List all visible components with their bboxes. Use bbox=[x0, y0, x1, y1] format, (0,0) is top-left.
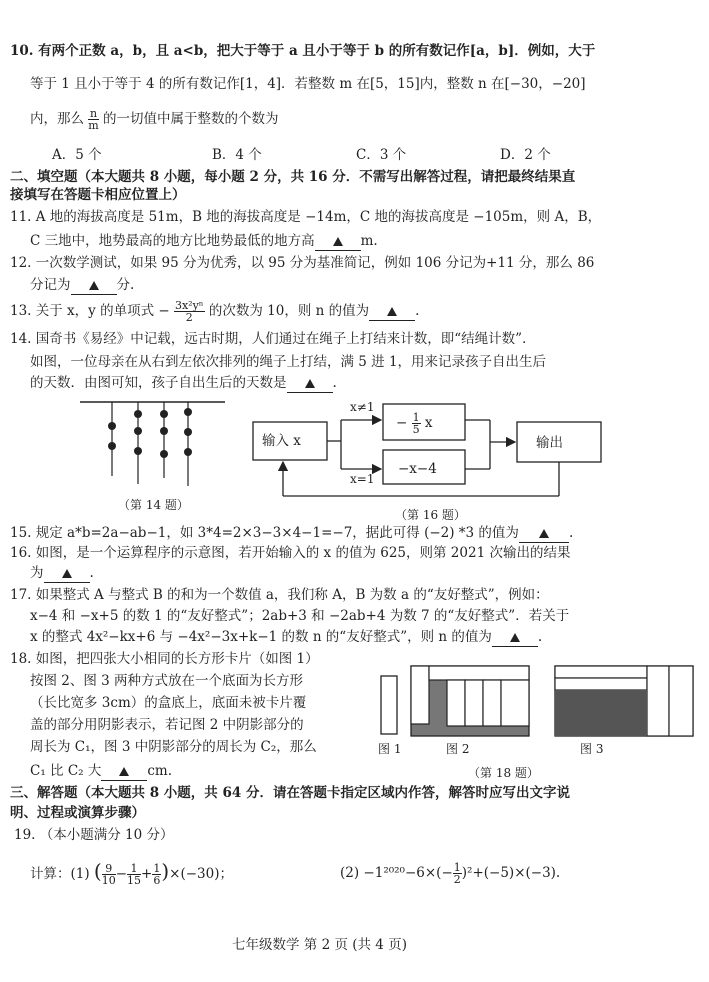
q14-line3: 的天数．由图可知，孩子自出生后的天数是 . bbox=[30, 375, 337, 391]
q18-line2: 按图 2、图 3 两种方式放在一个底面为长方形 bbox=[30, 673, 304, 689]
q10-option-a: A．5 个 bbox=[52, 147, 102, 163]
q13-fraction: $\frac{\text{3x²yⁿ}}{2}$ bbox=[174, 299, 204, 324]
triangle-icon bbox=[119, 767, 129, 776]
q18-line6: C₁ 比 C₂ 大 cm. bbox=[30, 763, 173, 779]
fig14-caption: （第 14 题） bbox=[118, 498, 189, 512]
q11-line1: 11. A 地的海拔高度是 51m，B 地的海拔高度是 −14m，C 地的海拔高度是 −105m，则 A，B， bbox=[10, 209, 602, 225]
q14-line1: 14. 国奇书《易经》中记载，远古时期，人们通过在绳子上打结来计数，即“结绳计数”． bbox=[10, 331, 536, 347]
triangle-icon bbox=[62, 569, 72, 578]
q19-title: 19. （本小题满分 10 分） bbox=[14, 827, 174, 843]
q10-line3-pre: 内，那么 bbox=[30, 111, 84, 127]
page-footer: 七年级数学 第 2 页 (共 4 页) bbox=[232, 937, 407, 953]
q10-option-c: C．3 个 bbox=[356, 147, 407, 163]
answer-blank bbox=[315, 232, 361, 251]
triangle-icon bbox=[539, 529, 549, 538]
answer-blank bbox=[492, 628, 538, 647]
q18-line1: 18. 如图，把四张大小相同的长方形卡片（如图 1） bbox=[10, 651, 319, 667]
knot-rope-figure bbox=[80, 396, 230, 492]
fig2-label: 图 2 bbox=[446, 742, 470, 756]
section3-heading: 三、解答题（本大题共 8 小题，共 64 分．请在答题卡指定区域内作答，解答时应写出文字说 bbox=[10, 785, 570, 801]
flow-cond-top: x≠1 bbox=[350, 400, 375, 414]
section2-heading-2: 接填写在答题卡相应位置上） bbox=[10, 187, 186, 203]
triangle-icon bbox=[305, 379, 315, 388]
q18-line4: 盖的部分用阴影表示，若记图 2 中阴影部分的 bbox=[30, 717, 304, 733]
q17-line3: x 的整式 4x²−kx+6 与 −4x²−3x+k−1 的数 n 的“友好整式”，则 n 的值为 . bbox=[30, 629, 543, 645]
q12-line1: 12. 一次数学测试，如果 95 分为优秀，以 95 分为基准简记，例如 106 分记为+11 分，那么 86 bbox=[10, 255, 595, 271]
fig1-label: 图 1 bbox=[378, 742, 402, 756]
q14-line2: 如图，一位母亲在从右到左依次排列的绳子上打结，满 5 进 1，用来记录孩子自出生后 bbox=[30, 354, 547, 370]
q18-line5: 周长为 C₁，图 3 中阴影部分的周长为 C₂，那么 bbox=[30, 739, 317, 755]
answer-blank bbox=[44, 564, 90, 583]
q16-line1: 16. 如图，是一个运算程序的示意图，若开始输入的 x 的值为 625，则第 2021 次输出的结果 bbox=[10, 545, 571, 561]
q10-line1: 10. 有两个正数 a，b，且 a<b，把大于等于 a 且小于等于 b 的所有数记作[a，b]．例如，大于 bbox=[10, 43, 596, 59]
section3-heading-2: 明、过程或演算步骤） bbox=[10, 805, 145, 821]
q15-line: 15. 规定 a*b=2a−ab−1，如 3*4=2×3−3×4−1=−7，据此可得 (−2) *3 的值为 . bbox=[10, 525, 574, 541]
q19-part2: (2) −1²⁰²⁰−6×(− $\frac{1}{2}$ )²+(−5)×(−3). bbox=[340, 861, 561, 886]
fig18-caption: （第 18 题） bbox=[468, 766, 539, 780]
fig16-caption: （第 16 题） bbox=[395, 508, 466, 522]
q10-line3 bbox=[30, 108, 279, 131]
triangle-icon bbox=[510, 633, 520, 642]
triangle-icon bbox=[89, 281, 99, 290]
q10-fraction: $\frac{n}{m}$ bbox=[88, 107, 99, 132]
answer-blank bbox=[287, 374, 333, 393]
q10-line3-post: 的一切值中属于整数的个数为 bbox=[103, 111, 279, 127]
flow-output-box: 输出 bbox=[536, 435, 563, 451]
q10-line2: 等于 1 且小于等于 4 的所有数记作[1，4]．若整数 m 在[5，15]内，整数 n 在[−30，−20] bbox=[30, 76, 586, 92]
q16-line2: 为 . bbox=[30, 565, 94, 581]
q13-line: 13. 关于 x，y 的单项式 − $\frac{\text{3x²yⁿ}}{2}$ 的次数为 10，则 n 的值为 . bbox=[10, 299, 420, 324]
flow-top-op: − $\frac{1}{5}$ x bbox=[396, 411, 433, 436]
flow-input-box: 输入 x bbox=[262, 433, 301, 449]
q10-option-b: B．4 个 bbox=[212, 147, 262, 163]
card-figures bbox=[375, 662, 700, 742]
q17-line1: 17. 如果整式 A 与整式 B 的和为一个数值 a，我们称 A，B 为数 a 的“友好整式”，例如： bbox=[10, 587, 549, 603]
fig3-label: 图 3 bbox=[580, 742, 604, 756]
q10-option-d: D．2 个 bbox=[500, 147, 551, 163]
triangle-icon bbox=[333, 237, 343, 246]
section2-heading: 二、填空题（本大题共 8 小题，每小题 2 分，共 16 分．不需写出解答过程，请把最终结果直 bbox=[10, 169, 576, 185]
triangle-icon bbox=[387, 307, 397, 316]
flow-bottom-op: −x−4 bbox=[398, 461, 437, 477]
q17-line2: x−4 和 −x+5 的数 1 的“友好整式”；2ab+3 和 −2ab+4 为数 7 的“友好整式”．若关于 bbox=[30, 608, 570, 624]
flow-cond-bottom: x=1 bbox=[350, 472, 375, 486]
q11-line2: C 三地中，地势最高的地方比地势最低的地方高 m. bbox=[30, 233, 378, 249]
q12-line2: 分记为 分. bbox=[30, 277, 135, 293]
answer-blank bbox=[519, 524, 569, 543]
answer-blank bbox=[101, 762, 147, 781]
answer-blank bbox=[369, 302, 415, 321]
q18-line3: （长比宽多 3cm）的盒底上，底面未被卡片覆 bbox=[30, 695, 307, 711]
q19-part1: 计算：(1) ( $\frac{9}{10}$ − $\frac{1}{15}$ + $\frac{1}{6}$ )×(−30)； bbox=[30, 859, 234, 887]
answer-blank bbox=[71, 276, 117, 295]
